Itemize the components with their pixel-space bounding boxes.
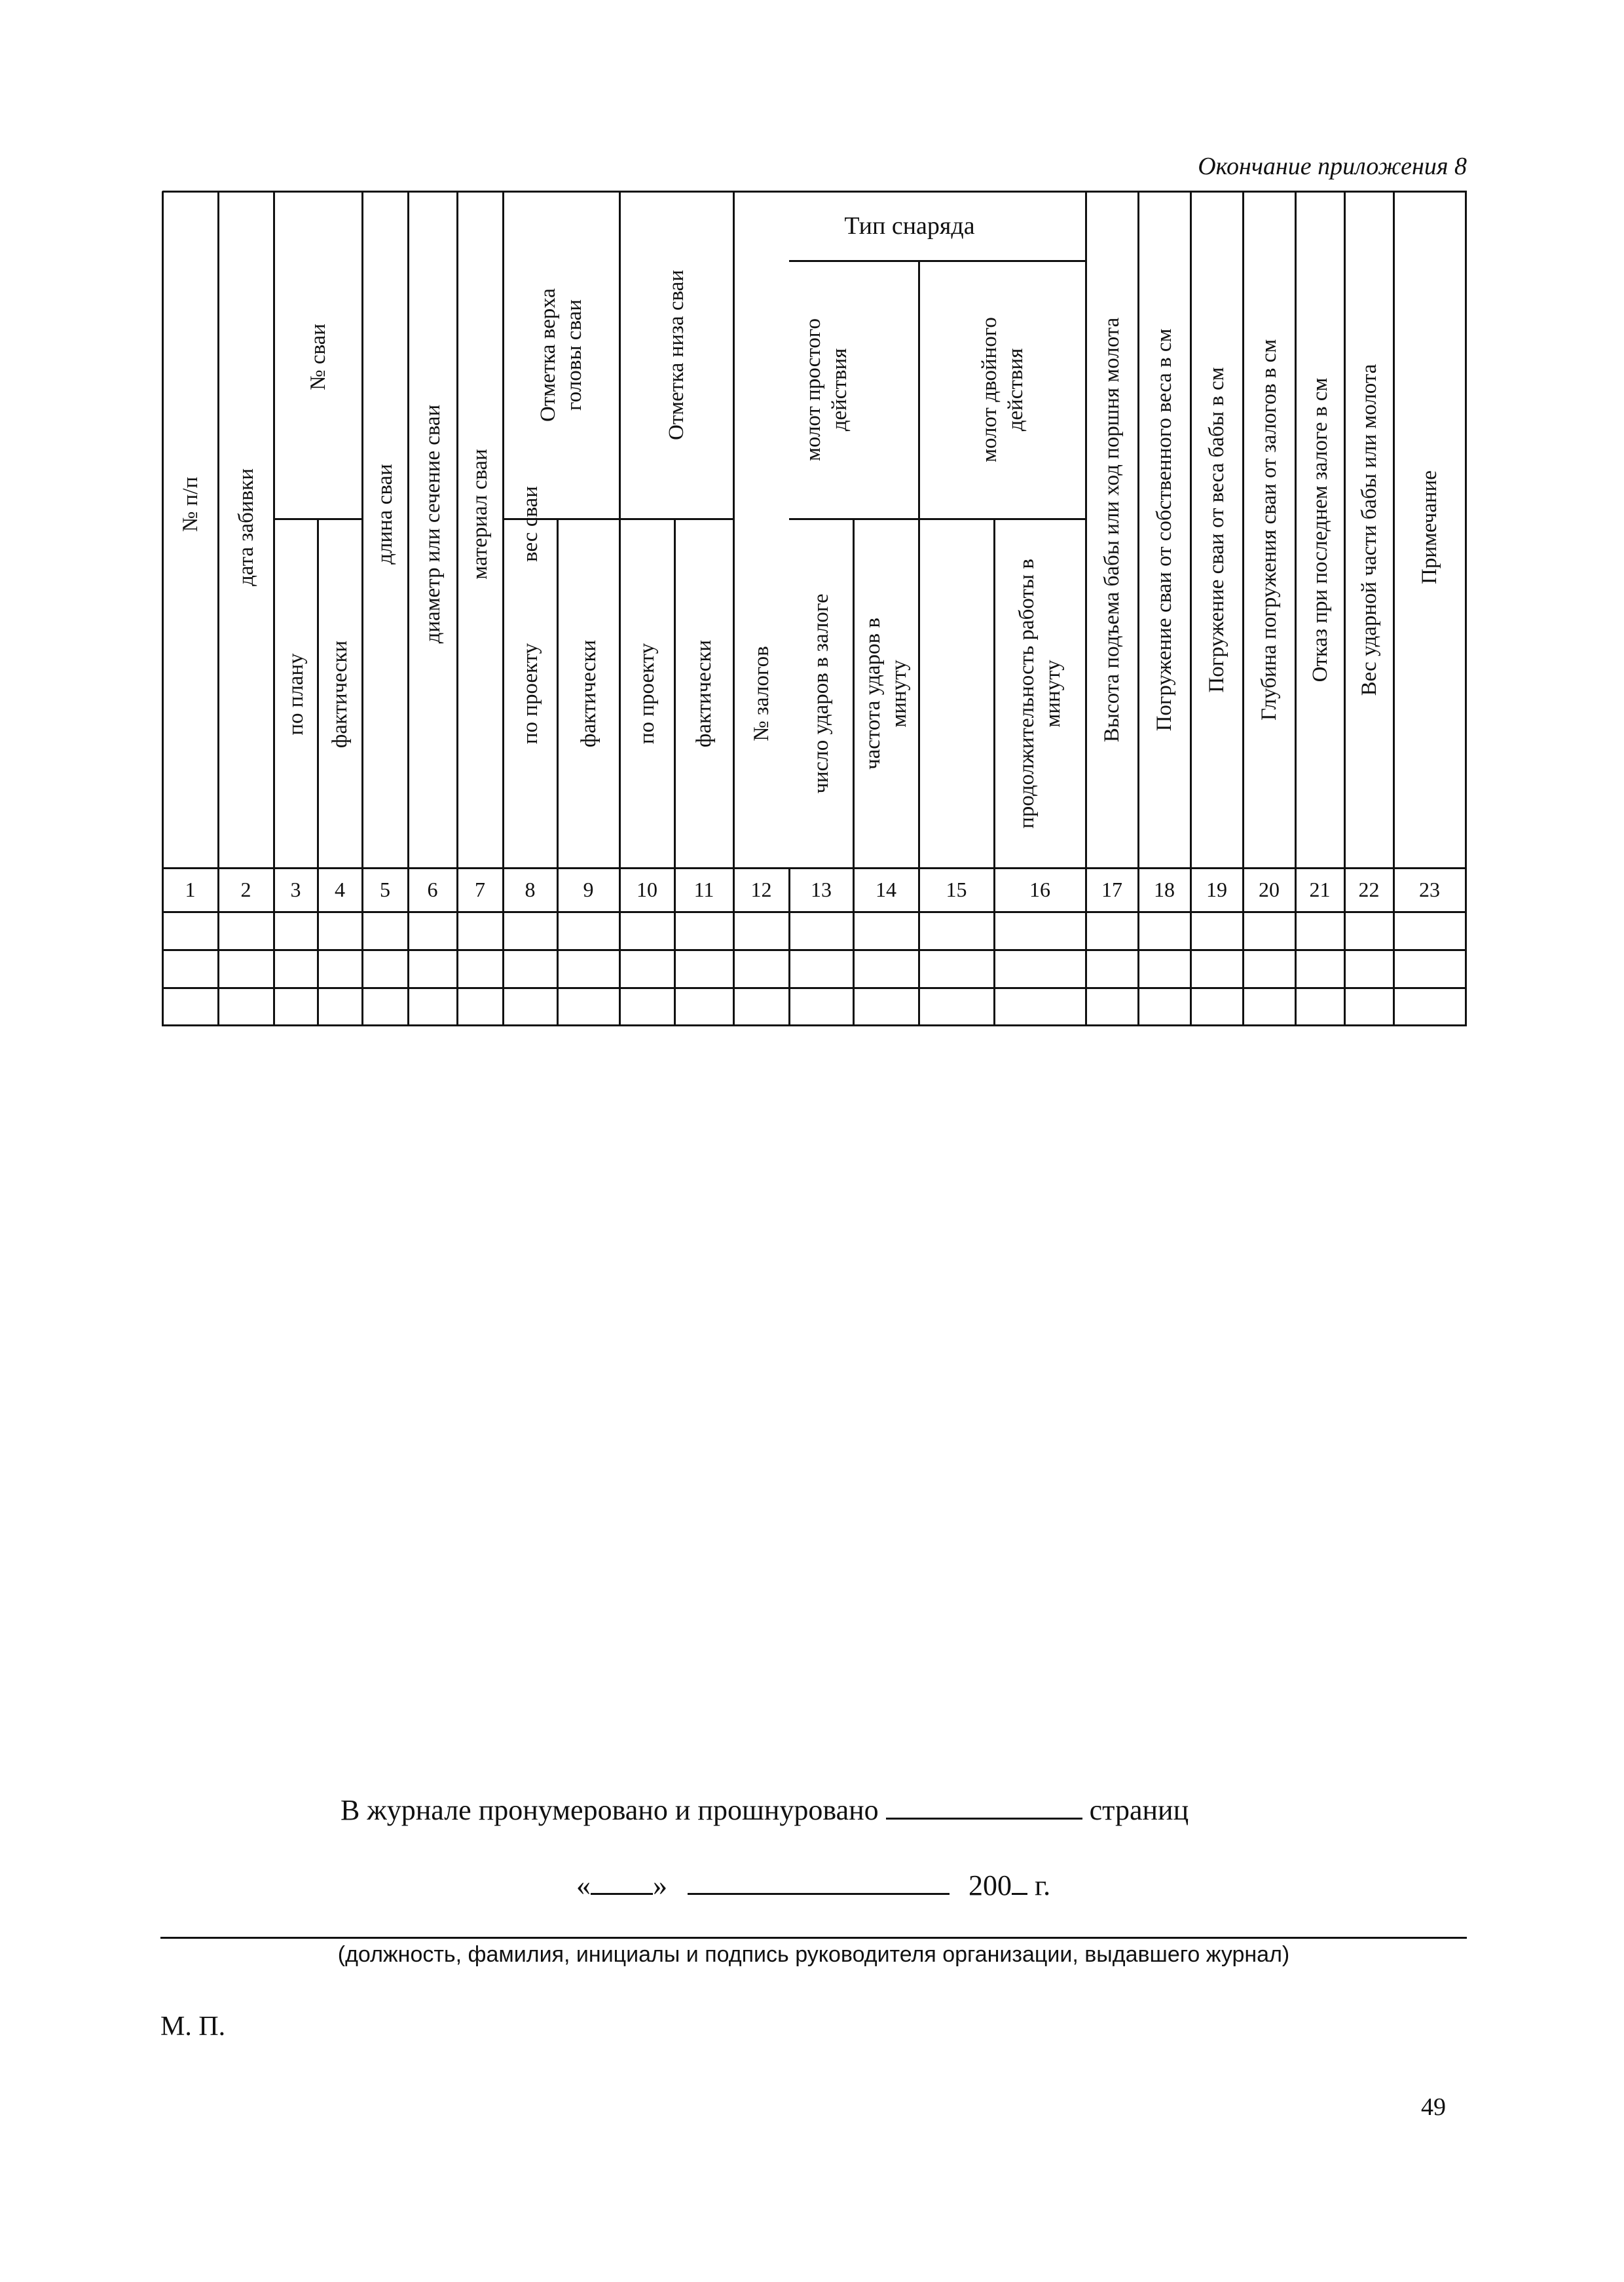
header-lift-height: Высота подъема бабы или ход поршня молота [1100,317,1124,742]
signature-line[interactable] [160,1937,1467,1939]
stamp-place: М. П. [160,2011,226,2042]
table-cell[interactable] [1393,912,1466,950]
header-last-refusal: Отказ при последнем залоге в см [1308,377,1332,682]
table-cell[interactable] [274,912,318,950]
header-material: материал сваи [468,449,492,580]
table-rule [674,519,676,869]
table-cell[interactable] [557,950,619,988]
header-top-actual: фактически [576,639,600,747]
day-blank[interactable] [591,1867,653,1895]
table-cell[interactable] [619,988,674,1025]
table-cell[interactable] [674,912,733,950]
column-number: 1 [185,878,196,901]
column-number: 17 [1101,878,1122,901]
header-note: Примечание [1418,470,1441,584]
table-rule [317,519,319,869]
table-cell[interactable] [1344,988,1393,1025]
table-rule [1393,191,1395,869]
table-cell[interactable] [362,912,408,950]
table-cell[interactable] [218,988,274,1025]
table-cell[interactable] [557,912,619,950]
column-number: 6 [427,878,438,901]
header-weight: вес сваи [518,486,542,562]
table-cell[interactable] [674,988,733,1025]
table-cell[interactable] [789,988,853,1025]
table-rule [502,191,504,869]
column-number: 23 [1419,878,1440,901]
header-ram-weight-sink: Погружение сваи от веса бабы в см [1205,366,1228,693]
table-cell[interactable] [503,950,557,988]
statement-suffix: страниц [1089,1794,1189,1826]
table-cell[interactable] [408,988,457,1025]
statement-prefix: В журнале пронумеровано и прошнуровано [341,1794,879,1826]
column-number: 20 [1259,878,1280,901]
table-cell[interactable] [919,988,994,1025]
column-number: 9 [583,878,594,901]
year-prefix: 200 [969,1869,1012,1901]
table-cell[interactable] [318,950,362,988]
header-date: дата забивки [234,468,258,586]
table-rule [789,518,1087,520]
table-cell[interactable] [162,988,218,1025]
table-cell[interactable] [218,950,274,988]
table-cell[interactable] [853,950,919,988]
header-salvo-no: № залогов [749,645,773,741]
table-cell[interactable] [1086,912,1138,950]
table-cell[interactable] [1138,950,1190,988]
table-rule [557,519,559,869]
table-cell[interactable] [994,988,1086,1025]
header-blow-frequency: частота ударов в минуту [861,617,911,770]
column-number: 8 [525,878,536,901]
column-number: 16 [1029,878,1050,901]
table-rule [1190,191,1192,869]
column-number: 21 [1309,878,1331,901]
table-cell[interactable] [789,950,853,988]
table-cell[interactable] [1190,950,1243,988]
header-simple-hammer: молот простого действия [801,318,851,461]
header-actual: фактически [328,640,352,749]
column-number: 14 [876,878,896,901]
table-cell[interactable] [994,950,1086,988]
page-count-statement [341,1791,1189,1827]
table-cell[interactable] [162,950,218,988]
header-bottom-design: по проекту [635,643,659,744]
table-cell[interactable] [1086,950,1138,988]
column-number: 7 [475,878,485,901]
table-cell[interactable] [362,988,408,1025]
date-line [576,1867,1050,1902]
header-pile-no: № сваи [306,324,330,390]
table-cell[interactable] [408,912,457,950]
signature-caption: (должность, фамилия, инициалы и подпись руководителя организации, выдавшего журнал) [337,1942,1290,1967]
table-cell[interactable] [994,912,1086,950]
table-rule [1344,191,1346,869]
table-cell[interactable] [408,950,457,988]
table-cell[interactable] [503,912,557,950]
table-cell[interactable] [853,988,919,1025]
table-cell[interactable] [919,912,994,950]
table-cell[interactable] [503,988,557,1025]
table-rule [273,191,275,869]
column-number: 10 [637,878,657,901]
table-cell[interactable] [457,988,503,1025]
table-rule [1085,191,1087,869]
column-number: 22 [1358,878,1380,901]
table-cell[interactable] [1344,950,1393,988]
header-diameter: диаметр или сечение сваи [420,404,445,644]
page-count-blank[interactable] [886,1791,1082,1820]
table-rule [733,191,735,869]
column-number: 19 [1206,878,1227,901]
table-cell[interactable] [457,912,503,950]
table-cell[interactable] [853,912,919,950]
table-cell[interactable] [733,988,789,1025]
table-cell[interactable] [318,988,362,1025]
table-rule [1137,191,1139,869]
table-cell[interactable] [733,950,789,988]
column-number: 2 [240,878,251,901]
table-rule [456,191,458,869]
table-rule [407,191,409,869]
table-cell[interactable] [1295,988,1344,1025]
table-cell[interactable] [1243,988,1295,1025]
table-cell[interactable] [619,950,674,988]
open-quote: « [576,1869,591,1901]
header-bottom-mark: Отметка низа сваи [665,270,688,440]
column-number: 12 [750,878,772,901]
table-cell[interactable] [162,912,218,950]
table-cell[interactable] [1243,950,1295,988]
table-rule [1242,191,1244,869]
header-top-mark: Отметка верха головы сваи [536,288,586,422]
table-cell[interactable] [1138,988,1190,1025]
table-rule [1295,191,1297,869]
table-cell[interactable] [1190,988,1243,1025]
table-rule [162,191,164,869]
table-cell[interactable] [674,950,733,988]
close-quote: » [653,1869,667,1901]
table-cell[interactable] [1138,912,1190,950]
table-cell[interactable] [318,912,362,950]
table-cell[interactable] [1243,912,1295,950]
table-cell[interactable] [1295,912,1344,950]
header-plan: по плану [284,653,308,736]
header-striker-weight: Вес ударной части бабы или молота [1357,364,1381,696]
column-number: 11 [693,878,714,901]
year-blank[interactable] [1012,1867,1027,1895]
column-number: 13 [811,878,832,901]
column-number: 15 [946,878,967,901]
header-projectile-type: Тип снаряда [844,212,975,240]
month-blank[interactable] [688,1867,950,1895]
table-cell[interactable] [274,988,318,1025]
appendix-caption: Окончание приложения 8 [1198,153,1467,180]
column-number: 5 [380,878,390,901]
table-cell[interactable] [733,912,789,950]
header-length: длина сваи [373,464,397,565]
page-number: 49 [1421,2093,1446,2121]
header-own-weight-sink: Погружение сваи от собственного веса в см [1153,328,1176,731]
table-rule [993,519,995,869]
header-top-design: по проекту [518,643,542,744]
table-rule [361,191,363,869]
table-cell[interactable] [919,950,994,988]
column-number: 18 [1154,878,1175,901]
table-cell[interactable] [1393,950,1466,988]
table-cell[interactable] [1190,912,1243,950]
table-cell[interactable] [789,912,853,950]
column-number: 4 [335,878,345,901]
table-cell[interactable] [1086,988,1138,1025]
header-salvo-depth: Глубина погружения сваи от залогов в см [1257,339,1281,720]
table-cell[interactable] [362,950,408,988]
table-rule [217,191,219,869]
table-cell[interactable] [218,912,274,950]
table-cell[interactable] [1295,950,1344,988]
table-cell[interactable] [557,988,619,1025]
year-suffix: г. [1035,1869,1051,1901]
column-number: 3 [290,878,301,901]
table-rule [918,261,920,869]
header-work-duration: продолжительность работы в минуту [1015,558,1065,829]
table-cell[interactable] [274,950,318,988]
header-num: № п/п [178,476,202,533]
header-bottom-actual: фактически [692,639,716,747]
header-double-hammer: молот двойного действия [977,317,1027,462]
table-cell[interactable] [1393,988,1466,1025]
table-rule [1465,191,1467,869]
table-cell[interactable] [619,912,674,950]
table-cell[interactable] [1344,912,1393,950]
table-rule [619,191,621,869]
table-cell[interactable] [457,950,503,988]
header-blows-per-salvo: число ударов в залоге [809,593,833,794]
table-rule [853,519,855,869]
